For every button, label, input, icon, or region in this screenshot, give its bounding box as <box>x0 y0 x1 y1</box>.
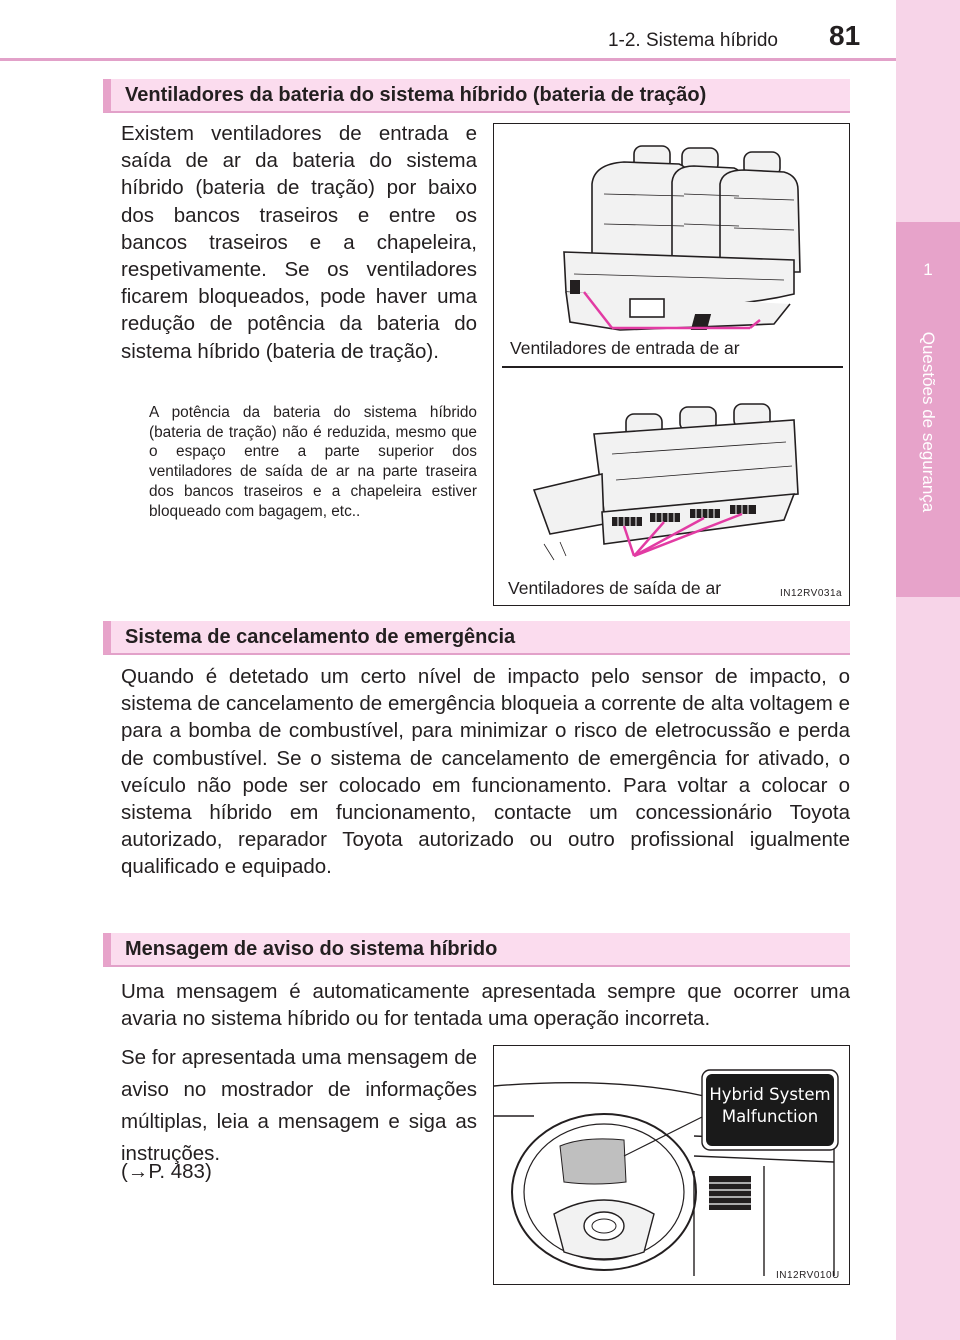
section-heading-text: Sistema de cancelamento de emergência <box>125 626 516 648</box>
battery-vents-note: A potência da bateria do sistema híbrido (bateria de tração) não é reduzida, mesmo que o espaço entre a parte superior dos ventiladores de saída de ar na parte traseira dos bancos traseiros e a chapeleira estiver bloqueado com bagagem, etc.. <box>149 404 477 520</box>
section-heading-emergency-shutoff <box>103 621 850 655</box>
section-heading-text: Mensagem de aviso do sistema híbrido <box>125 938 498 960</box>
page-number: 81 <box>829 20 861 51</box>
figure-code: IN12RV031a <box>780 588 843 599</box>
warning-display-line1: Hybrid System <box>709 1085 831 1104</box>
warning-display-line2: Malfunction <box>721 1107 819 1126</box>
chapter-title: Questões de segurança <box>919 331 938 513</box>
section-heading-text: Ventiladores da bateria do sistema híbrido (bateria de tração) <box>125 84 707 106</box>
figure-battery-vents <box>493 123 850 606</box>
header-rule <box>0 58 896 61</box>
battery-vents-paragraph: Existem ventiladores de entrada e saída de ar da bateria do sistema híbrido (bateria de tração) por baixo dos bancos traseiros e entre os bancos traseiros e a chapeleira, respetivamente. Se os ventiladores ficarem bloqueados, pode haver uma redução de potência da bateria do sistema híbrido (bateria de tração). <box>121 122 477 363</box>
section-heading-battery-vents <box>103 79 850 113</box>
page-reference[interactable]: (→P. 483) <box>121 1160 212 1183</box>
warning-message-paragraph: Uma mensagem é automaticamente apresentada sempre que ocorrer uma avaria no sistema híbrido ou for tentada uma operação incorreta. <box>121 980 850 1031</box>
dashboard-illustration <box>494 1046 851 1286</box>
warning-message-instructions: Se for apresentada uma mensagem de aviso no mostrador de informações múltiplas, leia a mensagem e siga as instruções. <box>121 1046 477 1165</box>
section-heading-warning-message <box>103 933 850 967</box>
caption-intake-vents: Ventiladores de entrada de ar <box>510 338 740 358</box>
figure-warning-display <box>493 1045 850 1285</box>
seat-illustration <box>494 124 851 607</box>
chapter-number: 1 <box>923 260 933 279</box>
emergency-shutoff-paragraph: Quando é detetado um certo nível de impacto pelo sensor de impacto, o sistema de cancelamento de emergência bloqueia a corrente de alta voltagem e para a bomba de combustível, para minimizar o risco de eletrocussão e perda de combustível. Se o sistema de cancelamento de emergência for ativado, o veículo não pode ser colocado em funcionamento. Para voltar a colocar o sistema híbrido em funcionamento, contacte um concessionário Toyota autorizado, reparador Toyota autorizado ou outro profissional igualmente qualificado e equipado. <box>121 665 850 879</box>
caption-exhaust-vents: Ventiladores de saída de ar <box>508 578 722 598</box>
running-header-section: 1-2. Sistema híbrido <box>607 30 778 51</box>
side-strip <box>896 0 960 1340</box>
warning-display-text <box>706 1084 834 1128</box>
figure-code: IN12RV010U <box>776 1270 840 1281</box>
